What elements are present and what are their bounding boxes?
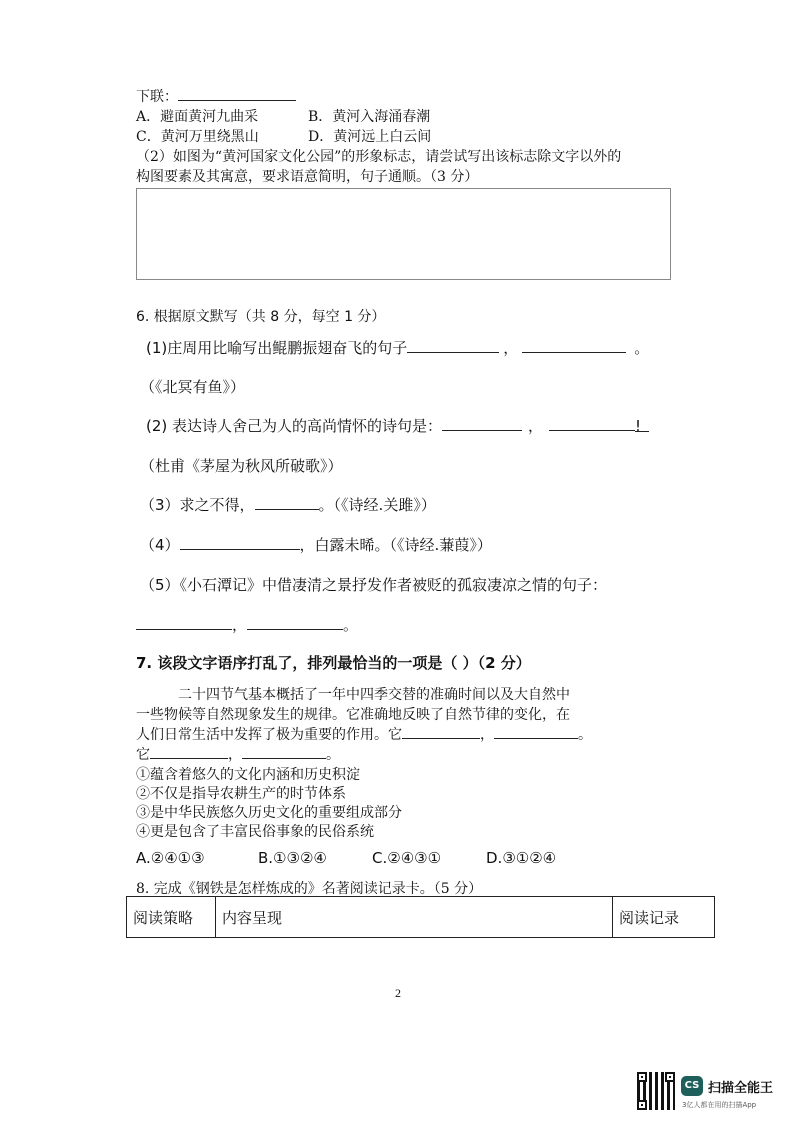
qr-code-icon bbox=[637, 1072, 675, 1110]
q6-item3 bbox=[140, 494, 436, 515]
q7-option-c[interactable]: C.②④③① bbox=[372, 849, 442, 867]
app-name: 扫描全能王 bbox=[708, 1081, 774, 1096]
q6-item2-blank2[interactable] bbox=[549, 416, 635, 431]
col-reading-record: 阅读记录 bbox=[613, 897, 715, 938]
q7-para-line1: 二十四节气基本概括了一年中四季交替的准确时间以及大自然中 bbox=[178, 687, 570, 703]
q6-item5-comma: ， bbox=[232, 616, 248, 634]
q7-option-b[interactable]: B.①③②④ bbox=[258, 849, 327, 867]
q6-item2-text: (2) 表达诗人舍己为人的高尚情怀的诗句是： bbox=[146, 417, 443, 435]
q6-item4 bbox=[140, 534, 492, 555]
q6-item5-blank2[interactable] bbox=[247, 615, 343, 630]
col-reading-strategy: 阅读策略 bbox=[127, 897, 216, 938]
q5-option-b: B．黄河入海涌春潮 bbox=[308, 109, 431, 125]
reading-record-table bbox=[126, 896, 715, 938]
q5-option-d: D．黄河远上白云间 bbox=[308, 129, 432, 145]
q6-item1 bbox=[146, 337, 649, 358]
q5-xialian-blank[interactable] bbox=[178, 86, 296, 101]
q7-option-d[interactable]: D.③①②④ bbox=[486, 849, 557, 867]
q7-item3: ③是中华民族悠久历史文化的重要组成部分 bbox=[136, 805, 402, 821]
q6-item4-suffix: ，白露未晞。（《诗经.蒹葭》） bbox=[299, 536, 492, 554]
q5-sub2-line1: （2）如图为“黄河国家文化公园”的形象标志，请尝试写出该标志除文字以外的 bbox=[136, 149, 622, 165]
q5-answer-box[interactable] bbox=[136, 188, 671, 280]
q6-item1-text: (1)庄周用比喻写出鲲鹏振翅奋飞的句子 bbox=[146, 339, 408, 357]
q7-para-line4 bbox=[136, 744, 340, 764]
q7-title: 7. 该段文字语序打乱了，排列最恰当的一项是（ ）（2 分） bbox=[136, 654, 531, 672]
q7-blank4[interactable] bbox=[242, 744, 326, 759]
q6-item5-end: 。 bbox=[343, 616, 359, 634]
q6-item5-answer bbox=[136, 614, 358, 635]
q6-item2-comma: ， bbox=[528, 417, 544, 435]
q6-item5-blank1[interactable] bbox=[136, 615, 232, 630]
q7-blank3[interactable] bbox=[150, 744, 228, 759]
q7-para-line3 bbox=[136, 724, 592, 744]
q6-item1-blank2[interactable] bbox=[522, 338, 626, 353]
q6-item1-source: （《北冥有鱼》） bbox=[140, 378, 246, 396]
q6-item2 bbox=[146, 415, 649, 436]
q7-item2: ②不仅是指导农耕生产的时节体系 bbox=[136, 786, 346, 802]
page-number: 2 bbox=[395, 986, 401, 1000]
q6-item3-suffix: 。（《诗经.关雎》） bbox=[318, 496, 436, 514]
q6-item2-end: ! bbox=[635, 417, 642, 435]
q7-blank1[interactable] bbox=[402, 724, 480, 739]
q5-option-a: A．避面黄河九曲采 bbox=[136, 109, 259, 125]
q7-para-line3-end: 。 bbox=[578, 727, 592, 743]
q7-option-a[interactable]: A.②④①③ bbox=[136, 849, 205, 867]
q6-item2-blank1[interactable] bbox=[442, 416, 522, 431]
q6-item3-prefix: （3）求之不得， bbox=[140, 496, 255, 514]
app-tagline: 3亿人都在用的扫描App bbox=[682, 1101, 757, 1109]
q5-xialian bbox=[136, 86, 296, 106]
q6-item3-blank[interactable] bbox=[255, 495, 319, 510]
q6-item5-text: （5）《小石潭记》中借凄清之景抒发作者被贬的孤寂凄凉之情的句子： bbox=[140, 576, 608, 594]
q5-sub2-line2: 构图要素及其寓意，要求语意简明，句子通顺。（3 分） bbox=[136, 169, 479, 185]
q8-title: 8. 完成《钢铁是怎样炼成的》名著阅读记录卡。（5 分） bbox=[136, 881, 483, 897]
q7-blank2[interactable] bbox=[494, 724, 578, 739]
table-row bbox=[127, 897, 715, 938]
q7-para-line4-end: 。 bbox=[326, 747, 340, 763]
camscanner-logo-icon: CS bbox=[681, 1076, 703, 1096]
q7-item4: ④更是包含了丰富民俗事象的民俗系统 bbox=[136, 824, 374, 840]
q7-para-line4-comma: ， bbox=[228, 747, 242, 763]
q7-para-line3-text: 人们日常生活中发挥了极为重要的作用。它 bbox=[136, 727, 402, 743]
q6-title: 6. 根据原文默写（共 8 分，每空 1 分） bbox=[136, 309, 386, 325]
q6-item1-end: 。 bbox=[634, 339, 650, 357]
q5-option-c: C．黄河万里绕黑山 bbox=[136, 129, 259, 145]
q6-item4-prefix: （4） bbox=[140, 536, 180, 554]
q6-item1-comma: ， bbox=[503, 339, 519, 357]
q6-item1-blank1[interactable] bbox=[407, 338, 499, 353]
q7-item1: ①蕴含着悠久的文化内涵和历史积淀 bbox=[136, 767, 360, 783]
q6-item2-end-underline bbox=[635, 417, 649, 435]
col-content: 内容呈现 bbox=[216, 897, 613, 938]
q7-para-line3-comma: ， bbox=[480, 727, 494, 743]
q7-para-line4-prefix: 它 bbox=[136, 747, 150, 763]
q7-para-line2: 一些物候等自然现象发生的规律。它准确地反映了自然节律的变化，在 bbox=[136, 707, 570, 723]
q6-item2-source: （杜甫《茅屋为秋风所破歌》） bbox=[140, 457, 343, 475]
q5-xialian-label: 下联： bbox=[136, 89, 178, 105]
q6-item4-blank[interactable] bbox=[180, 535, 300, 550]
